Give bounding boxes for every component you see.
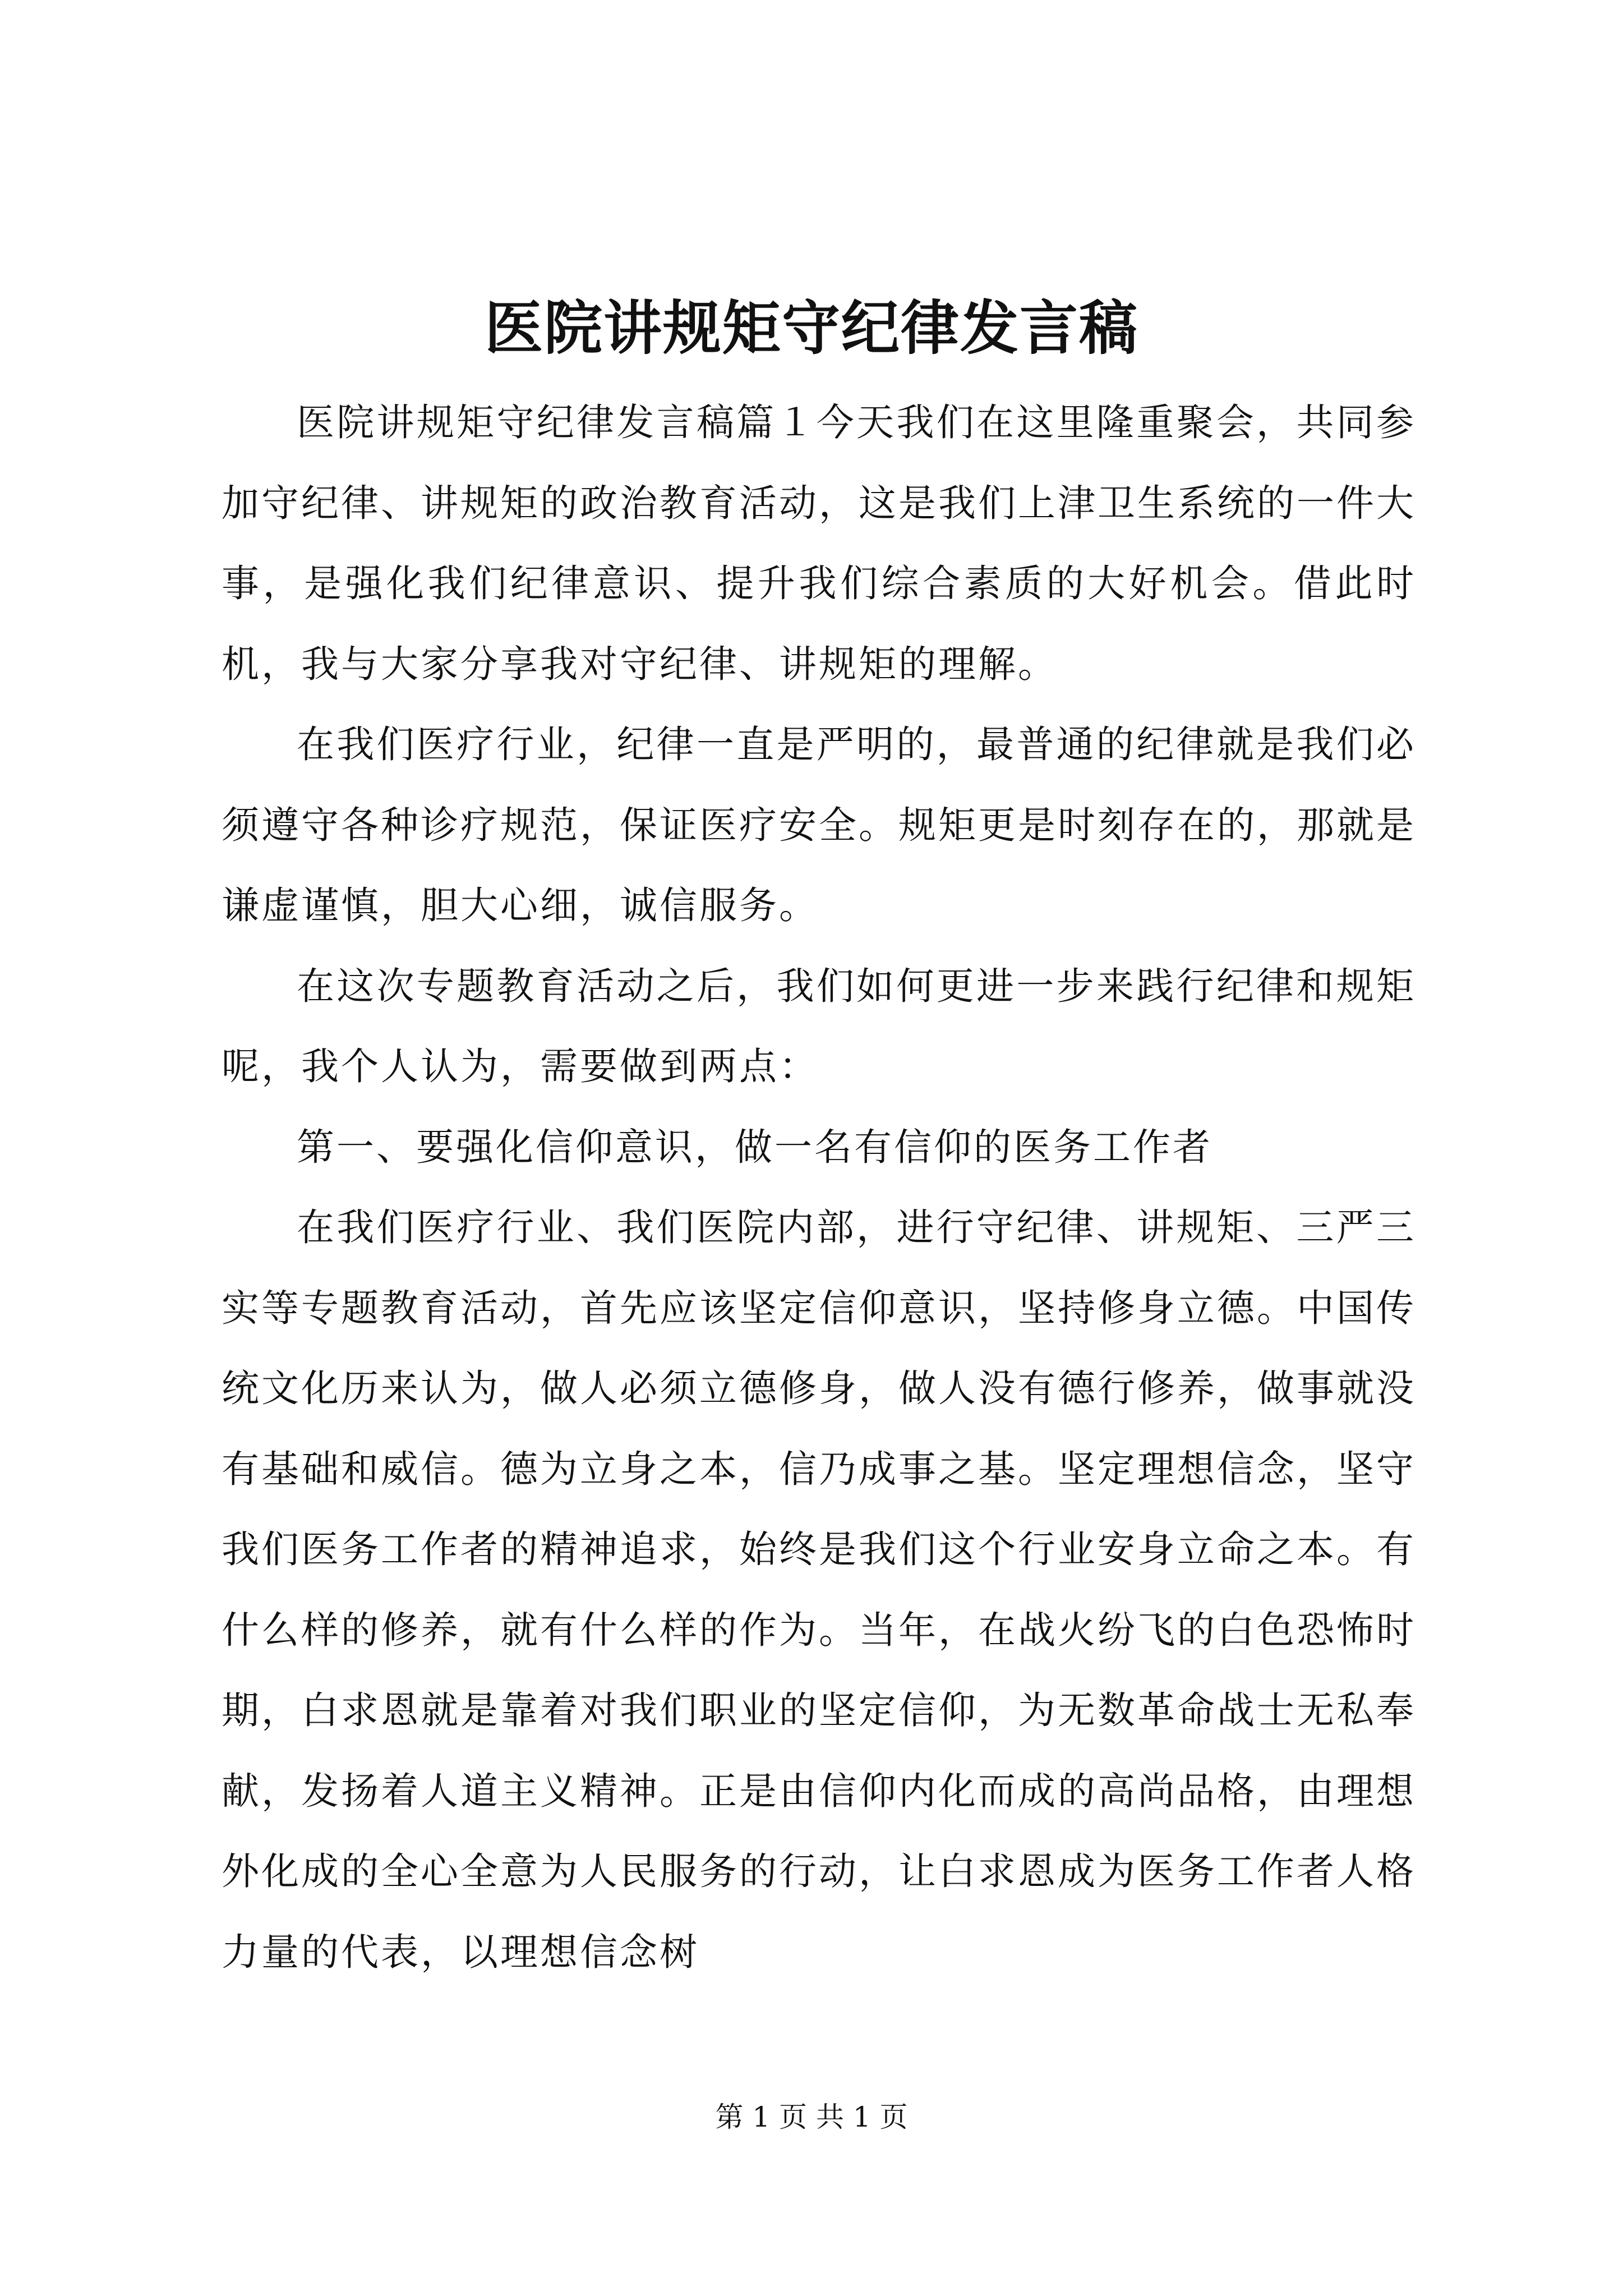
paragraph-1: 医院讲规矩守纪律发言稿篇１今天我们在这里隆重聚会，共同参加守纪律、讲规矩的政治教育活动，这是我们上津卫生系统的一件大事，是强化我们纪律意识、提升我们综合素质的大好机会。借此时机，我与大家分享我对守纪律、讲规矩的理解。: [222, 401, 1416, 686]
document-body: [222, 383, 1416, 1993]
section-heading-1: 第一、要强化信仰意识，做一名有信仰的医务工作者: [297, 1125, 1212, 1169]
paragraph-2: 在我们医疗行业，纪律一直是严明的，最普通的纪律就是我们必须遵守各种诊疗规范，保证医疗安全。规矩更是时刻存在的，那就是谦虚谨慎，胆大心细，诚信服务。: [222, 723, 1416, 927]
paragraph-4: 在我们医疗行业、我们医院内部，进行守纪律、讲规矩、三严三实等专题教育活动，首先应该坚定信仰意识，坚持修身立德。中国传统文化历来认为，做人必须立德修身，做人没有德行修养，做事就没有基础和威信。德为立身之本，信乃成事之基。坚定理想信念，坚守我们医务工作者的精神追求，始终是我们这个行业安身立命之本。有什么样的修养，就有什么样的作为。当年，在战火纷飞的白色恐怖时期，白求恩就是靠着对我们职业的坚定信仰，为无数革命战士无私奉献，发扬着人道主义精神。正是由信仰内化而成的高尚品格，由理想外化成的全心全意为人民服务的行动，让白求恩成为医务工作者人格力量的代表，以理想信念树: [222, 1205, 1416, 1974]
paragraph-3: 在这次专题教育活动之后，我们如何更进一步来践行纪律和规矩呢，我个人认为，需要做到两点：: [222, 964, 1416, 1088]
document-title: 医院讲规矩守纪律发言稿: [484, 293, 1138, 362]
page-footer: 第 1 页 共 1 页: [715, 2101, 908, 2133]
